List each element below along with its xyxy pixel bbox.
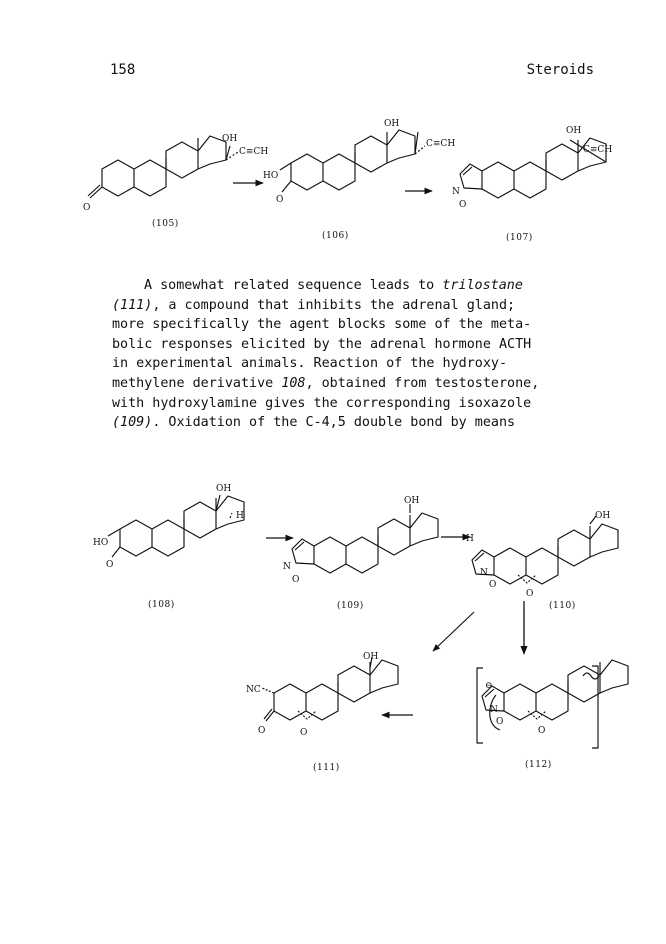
structure-106: [263, 119, 455, 205]
epoxide-o: O: [526, 589, 534, 599]
text-line: more specifically the agent blocks some of the meta-: [112, 317, 532, 333]
compound-106: (106): [322, 231, 349, 241]
atom-o: O: [276, 195, 284, 205]
compound-108: (108): [148, 600, 175, 610]
epoxide-o: O: [300, 728, 308, 738]
atom-ho: HO: [93, 538, 109, 548]
atom-n: N: [452, 187, 460, 197]
atom-oh: OH: [595, 511, 611, 521]
atom-oh: OH: [384, 119, 400, 129]
ethynyl-label: C≡CH: [426, 139, 456, 149]
ethynyl-label: C≡CH: [583, 145, 613, 155]
text-line: with hydroxylamine gives the corresponding isoxazole: [112, 395, 532, 411]
atom-oh: OH: [216, 484, 232, 494]
atom-n: N: [490, 705, 498, 715]
atom-o: O: [292, 575, 300, 585]
body-paragraph: [112, 276, 612, 433]
atom-ho: HO: [263, 171, 279, 181]
text-line: methylene derivative 108, obtained from testosterone,: [112, 375, 540, 391]
text-line: (109). Oxidation of the C-4,5 double bond by means: [112, 415, 516, 431]
structure-107: [452, 126, 612, 210]
running-title: Steroids: [526, 62, 594, 78]
carbanion-charge: ⊖: [485, 681, 493, 691]
atom-h: H: [466, 534, 474, 544]
atom-n: N: [283, 562, 291, 572]
text-line: A somewhat related sequence leads to trilostane: [144, 278, 523, 293]
atom-o: O: [489, 580, 497, 590]
text-line: (111), a compound that inhibits the adrenal gland;: [112, 297, 516, 313]
atom-n: N: [480, 568, 488, 578]
compound-111: (111): [313, 763, 340, 773]
compound-105: (105): [152, 219, 179, 229]
structure-108: [93, 484, 244, 570]
atom-oh: OH: [222, 134, 238, 144]
ethynyl-label: C≡CH: [239, 147, 269, 157]
compound-112: (112): [525, 760, 552, 770]
structure-109: [283, 496, 438, 585]
text-line: in experimental animals. Reaction of the hydroxy-: [112, 356, 508, 372]
structure-111: [246, 652, 398, 738]
atom-oh: OH: [566, 126, 582, 136]
compound-109: (109): [337, 601, 364, 611]
structure-112: [477, 660, 628, 748]
text-line: bolic responses elicited by the adrenal hormone ACTH: [112, 336, 532, 352]
arrow-110-111: [433, 612, 474, 651]
atom-o: O: [496, 717, 504, 727]
atom-oh: OH: [363, 652, 379, 662]
atom-o: O: [106, 560, 114, 570]
structure-105: [83, 134, 268, 213]
atom-o: O: [258, 726, 266, 736]
page-number: 158: [110, 62, 136, 78]
compound-107: (107): [506, 233, 533, 243]
compound-110: (110): [549, 601, 576, 611]
epoxide-o: O: [538, 726, 546, 736]
structure-110: [466, 511, 618, 599]
atom-h: H: [236, 511, 244, 521]
atom-oh: OH: [404, 496, 420, 506]
atom-o: O: [459, 200, 467, 210]
atom-o: O: [83, 203, 91, 213]
nitrile-label: NC: [246, 685, 261, 695]
